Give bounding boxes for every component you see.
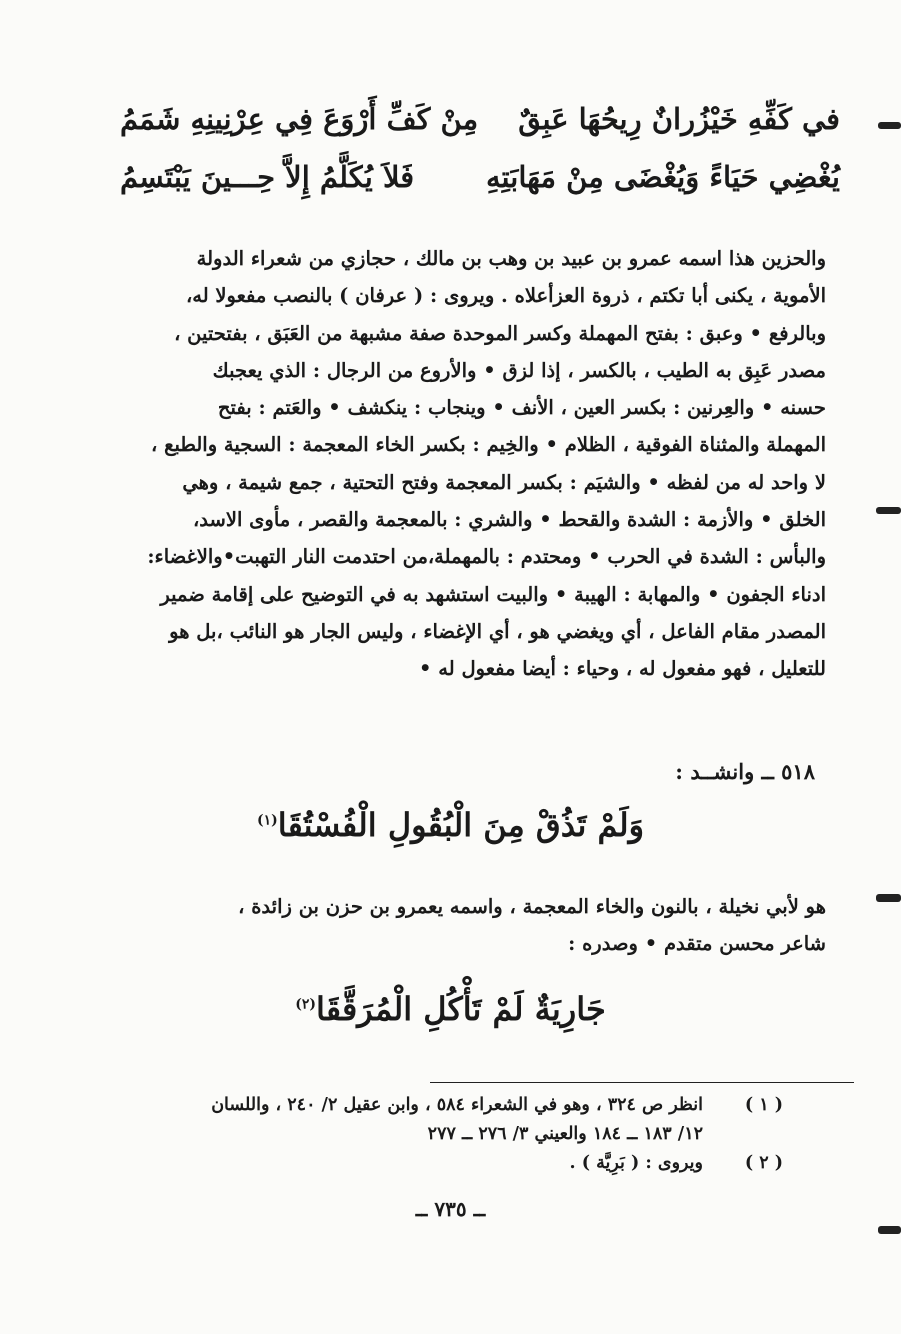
quoted-verse-2 xyxy=(0,990,901,1028)
quoted-verse-2-text: جَارِيَةٌ لَمْ تَأْكُلِ الْمُرَقَّقَا xyxy=(316,990,606,1028)
commentary-line: حسنه • والعِرنين : بكسر العين ، الأنف • وينجاب : ينكشف • والعَتم : بفتح xyxy=(217,396,826,420)
footnote-1-line-2: ١٢/ ١٨٣ ــ ١٨٤ والعيني ٣/ ٢٧٦ ــ ٢٧٧ xyxy=(427,1124,703,1144)
poem-verse-1 xyxy=(120,102,840,154)
footnote-2-number: ( ٢ ) xyxy=(744,1153,783,1173)
entry-line: شاعر محسن متقدم • وصدره : xyxy=(568,932,826,956)
commentary-line: مصدر عَبِق به الطيب ، بالكسر ، إذا لزق • والأروع من الرجال : الذي يعجبك xyxy=(212,358,826,382)
commentary-line: والحزين هذا اسمه عمرو بن عبيد بن وهب بن مالك ، حجازي من شعراء الدولة xyxy=(196,247,826,270)
quoted-verse-1-text: وَلَمْ تَذُقْ مِنَ الْبُقُولِ الْفُسْتُقَا xyxy=(277,806,645,844)
commentary-line: لا واحد له من لفظه • والشيَم : بكسر المعجمة وفتح التحتية ، جمع شيمة ، وهي xyxy=(182,470,826,494)
scan-mark-top xyxy=(878,122,901,129)
quoted-verse-1 xyxy=(0,806,901,844)
scan-mark-lower xyxy=(876,894,901,902)
commentary-line: ادناء الجفون • والمهابة : الهيبة • والبيت استشهد به في التوضيح على إقامة ضمير xyxy=(160,582,826,606)
commentary-line: الخلق • والأزمة : الشدة والقحط • والشري : بالمعجمة والقصر ، مأوى الاسد، xyxy=(192,508,826,532)
commentary-line: المهملة والمثناة الفوقية ، الظلام • والخِيم : بكسر الخاء المعجمة : السجية والطبع ، xyxy=(151,433,826,457)
footnote-1-number: ( ١ ) xyxy=(744,1095,783,1115)
page-number: ــ ٧٣٥ ــ xyxy=(415,1197,486,1221)
footnote-marker-1: (١) xyxy=(256,812,278,829)
footnote-marker-2: (٢) xyxy=(295,996,317,1013)
commentary-line: وبالرفع • وعبق : بفتح المهملة وكسر الموحدة صفة مشبهة من العَبَق ، بفتحتين ، xyxy=(174,321,826,345)
entry-paragraph xyxy=(100,888,826,963)
footnote-1-line-1: انظر ص ٣٢٤ ، وهو في الشعراء ٥٨٤ ، وابن عقيل ٢/ ٢٤٠ ، واللسان xyxy=(211,1095,703,1115)
poem-verse-2 xyxy=(120,160,840,212)
footnote-divider xyxy=(430,1082,854,1083)
commentary-line: المصدر مقام الفاعل ، أي ويغضي هو ، أي الإغضاء ، وليس الجار هو النائب ،بل هو xyxy=(169,619,826,643)
commentary-line: للتعليل ، فهو مفعول له ، وحياء : أيضا مفعول له • xyxy=(419,657,826,681)
footnote-2-line-1: ويروى : ( بَرِيَّة ) . xyxy=(569,1153,703,1173)
commentary-line: والبأس : الشدة في الحرب • ومحتدم : بالمهملة،من احتدمت النار التهبت•والاغضاء: xyxy=(147,545,826,569)
commentary-line: الأموية ، يكنى أبا تكتم ، ذروة العزأعلاه . ويروى : ( عرفان ) بالنصب مفعولا له، xyxy=(185,284,826,308)
commentary-paragraph xyxy=(100,240,826,688)
verse-2-first-hemistich: يُغْضِي حَيَاءً وَيُغْضَى مِنْ مَهَابَتِهِ xyxy=(485,160,840,194)
verse-1-first-hemistich: في كَفِّهِ خَيْزُرانٌ رِيحُهَا عَبِقٌ xyxy=(518,102,840,136)
scan-mark-bottom xyxy=(878,1226,901,1234)
scan-mark-middle xyxy=(876,507,901,514)
entry-heading: ٥١٨ ــ وانشــد : xyxy=(675,759,815,784)
entry-line: هو لأبي نخيلة ، بالنون والخاء المعجمة ، واسمه يعمرو بن حزن بن زائدة ، xyxy=(238,895,826,918)
verse-1-second-hemistich: مِنْ كَفِّ أَرْوَعَ فِي عِرْنِينِهِ شَمَمُ xyxy=(120,102,479,136)
verse-2-second-hemistich: فَلاَ يُكَلَّمُ إِلاَّ حِـــينَ يَبْتَسِمُ xyxy=(120,160,415,194)
